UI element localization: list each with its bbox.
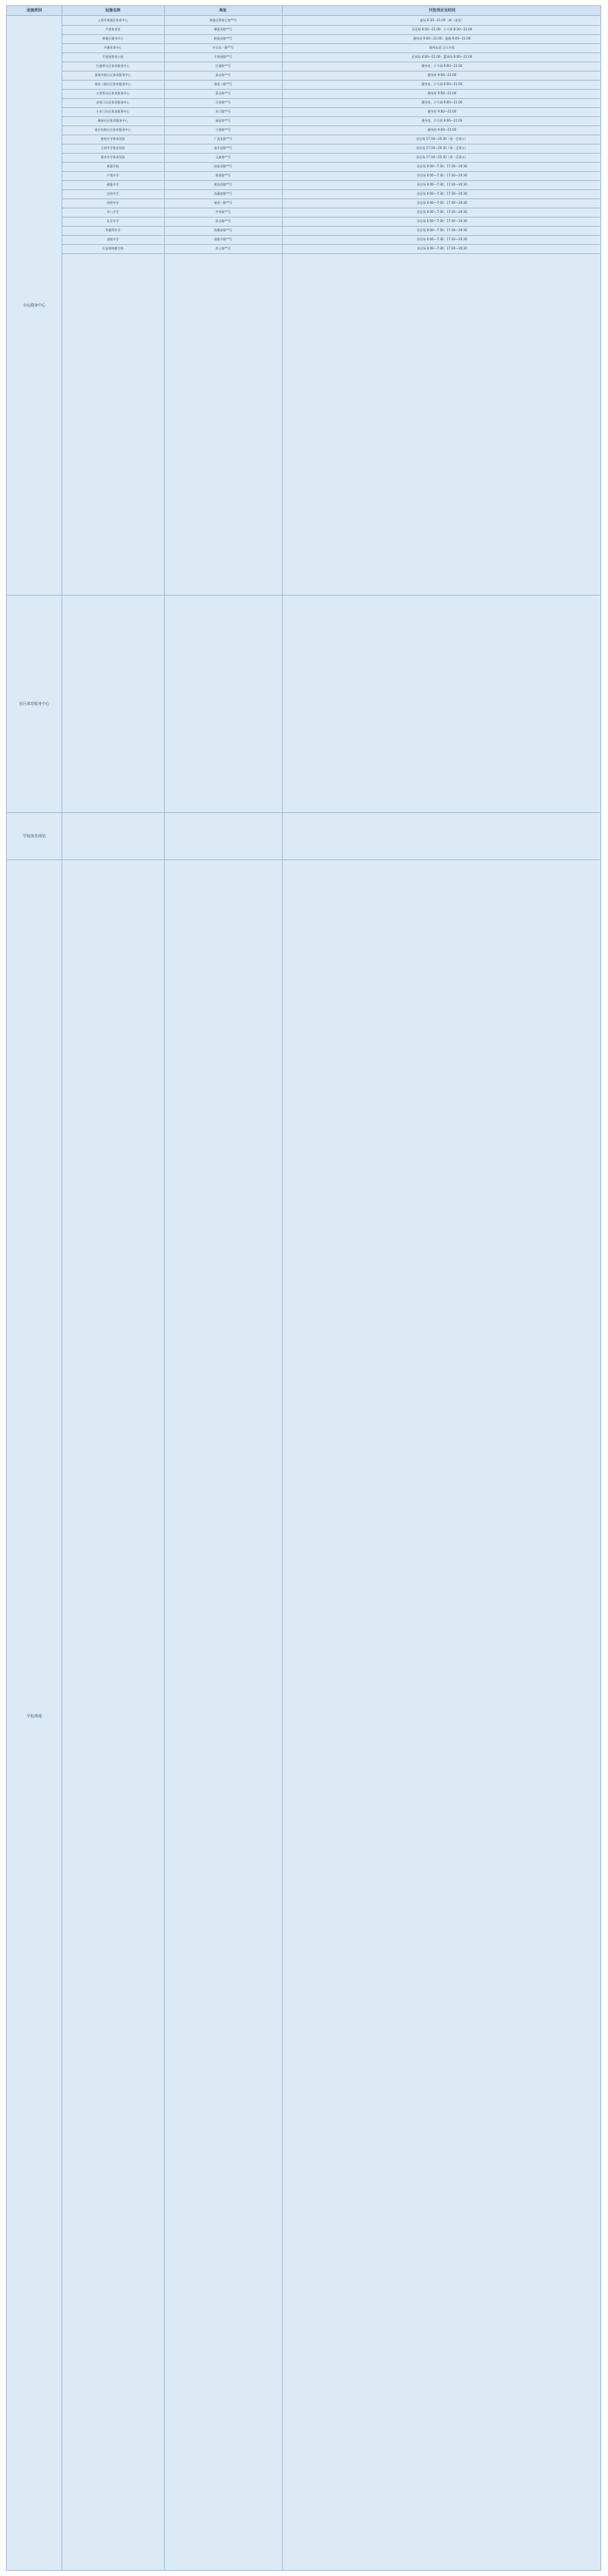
- facility-name: 黄浦区健身中心: [102, 37, 124, 40]
- facility-hours: 健身步道 全天开放: [429, 46, 455, 49]
- facility-address: 金陵中路**号: [214, 237, 233, 241]
- facility-address: 南车站路**号: [214, 146, 233, 150]
- category-cell-3: 学校体育场馆: [22, 834, 46, 839]
- facility-name: 半淞园体育公园: [102, 55, 124, 59]
- facility-name: 南京东路社区体育服务中心: [94, 128, 131, 132]
- facility-hours: 足球场 8:00—21:00；篮球场 8:00—21:00: [411, 55, 473, 59]
- facility-hours: 健身房、乒乓球 9:00—21:00: [421, 100, 463, 104]
- header-hours: 开放项目及时间: [428, 8, 455, 13]
- facility-name: 卢湾体育馆: [105, 27, 121, 31]
- facility-hours: 田径场 17:30—20:30（周一至周五）: [416, 146, 468, 150]
- facility-name: 上海市黄浦区体育中心: [97, 18, 128, 22]
- facility-hours: 田径场 6:00—7:30；17:30—20:30: [416, 192, 467, 195]
- facility-name: 瑞金二路社区体育服务中心: [94, 82, 131, 86]
- facility-hours: 田径场 6:00—7:30；17:30—20:30: [416, 246, 467, 250]
- facility-hours: 田径场 6:00—7:30；17:30—20:30: [416, 164, 467, 168]
- category-divider: [7, 595, 600, 596]
- facility-hours: 健身房 9:00—21:00: [427, 91, 457, 95]
- facility-name: 应昌期围棋学校: [102, 246, 124, 250]
- facility-name: 淮海中路社区体育服务中心: [94, 73, 131, 77]
- facility-address: 打浦路**号: [215, 64, 231, 68]
- facility-address: 瑞金一路**号: [214, 201, 233, 205]
- facility-hours: 田径场 6:00—7:30；17:30—20:30: [416, 237, 467, 241]
- facility-address: 中山东一路**号: [212, 46, 234, 49]
- facility-address: 中华路**号: [215, 210, 231, 214]
- header-name: 设施名称: [105, 8, 121, 13]
- facility-address: 制造局路**号: [214, 37, 233, 40]
- facility-address: 福佑路**号: [215, 119, 231, 122]
- header-category: 设施类别: [26, 8, 42, 13]
- facility-address: 鲁班路**号: [215, 173, 231, 177]
- facility-hours: 田径场 17:30—20:30（周一至周五）: [416, 137, 468, 141]
- category-divider: [7, 859, 600, 860]
- facility-hours: 田径场 6:00—7:30；17:30—20:30: [416, 210, 467, 214]
- facility-name: 五里桥社区体育服务中心: [96, 91, 130, 95]
- category-divider: [7, 812, 600, 813]
- facility-hours: 田径场 6:00—7:30；17:30—20:30: [416, 183, 467, 186]
- category-cell-2: 社区体育服务中心: [18, 702, 49, 707]
- facility-address: 黄浦区徐家汇路**号: [209, 18, 237, 22]
- facility-address: 宁波路**号: [215, 128, 231, 132]
- facility-hours: 健身房 9:00—21:00: [427, 110, 457, 113]
- facility-table: [6, 5, 601, 2571]
- facility-name: 敬业中学体育场馆: [100, 155, 125, 159]
- facility-hours: 健身房 9:00—21:00；瑜伽 9:00—21:00: [413, 37, 471, 40]
- facility-name: 大同中学体育场馆: [100, 146, 125, 150]
- facility-address: 斜土路**号: [215, 246, 231, 250]
- facility-hours: 健身房、乒乓球 9:00—21:00: [421, 82, 463, 86]
- facility-hours: 田径场 6:00—7:30；17:30—20:30: [416, 173, 467, 177]
- facility-address: 西藏南路**号: [214, 228, 233, 232]
- column-divider: [282, 6, 283, 2570]
- facility-name: 小东门社区体育服务中心: [96, 110, 130, 113]
- facility-name: 向明中学: [106, 201, 119, 205]
- facility-address: 文庙路**号: [215, 155, 231, 159]
- table-header: [7, 6, 600, 16]
- facility-address: 肇嘉浜路**号: [214, 27, 233, 31]
- facility-hours: 健身房、乒乓球 9:00—21:00: [421, 64, 463, 68]
- facility-name: 打浦桥社区体育服务中心: [96, 64, 130, 68]
- facility-name: 格致中学体育场馆: [100, 137, 125, 141]
- header-address: 地址: [219, 8, 227, 13]
- facility-hours: 田径场 6:00—7:30；17:30—20:30: [416, 219, 467, 223]
- facility-address: 广西北路**号: [214, 137, 233, 141]
- facility-address: 东门路**号: [215, 110, 231, 113]
- facility-address: 半淞园路**号: [214, 55, 233, 59]
- facility-name: 光明中学: [106, 192, 119, 195]
- facility-address: 方斜路**号: [215, 100, 231, 104]
- facility-address: 建国西路**号: [214, 183, 233, 186]
- facility-name: 李惠利中学: [105, 228, 121, 232]
- facility-hours: 田径场 17:30—20:30（周一至周五）: [416, 155, 468, 159]
- facility-hours: 田径场 6:00—7:30；17:30—20:30: [416, 201, 467, 205]
- facility-name: 金陵中学: [106, 237, 119, 241]
- facility-name: 黄浦学校: [106, 164, 119, 168]
- facility-name: 市八中学: [106, 210, 119, 214]
- facility-address: 嵩山路**号: [215, 73, 231, 77]
- facility-hours: 羽毛球 8:30—21:00；乒乓球 8:30—21:00: [411, 27, 473, 31]
- facility-address: 陆家浜路**号: [214, 164, 233, 168]
- category-cell-4: 学校场地: [26, 1714, 42, 1719]
- facility-name: 卢湾中学: [106, 173, 119, 177]
- facility-name: 豫园社区体育服务中心: [97, 119, 128, 122]
- facility-hours: 健身房、乒乓球 9:00—21:00: [421, 119, 463, 122]
- facility-hours: 田径场 6:00—7:30；17:30—20:30: [416, 228, 467, 232]
- facility-hours: 健身房 9:00—21:00: [427, 73, 457, 77]
- column-divider: [164, 6, 165, 2570]
- facility-address: 蒙自路**号: [215, 91, 231, 95]
- facility-name: 比乐中学: [106, 219, 119, 223]
- facility-address: 淡水路**号: [215, 219, 231, 223]
- facility-name: 储能中学: [106, 183, 119, 186]
- facility-name: 老西门社区体育服务中心: [96, 100, 130, 104]
- facility-name: 外滩体育中心: [103, 46, 122, 49]
- category-cell-1: 全民健身中心: [22, 303, 46, 308]
- facility-address: 西藏南路**号: [214, 192, 233, 195]
- facility-hours: 游泳 8:30—21:00（周一闭馆）: [420, 18, 464, 22]
- facility-address: 瑞金二路**号: [214, 82, 233, 86]
- facility-hours: 健身房 9:00—21:00: [427, 128, 457, 132]
